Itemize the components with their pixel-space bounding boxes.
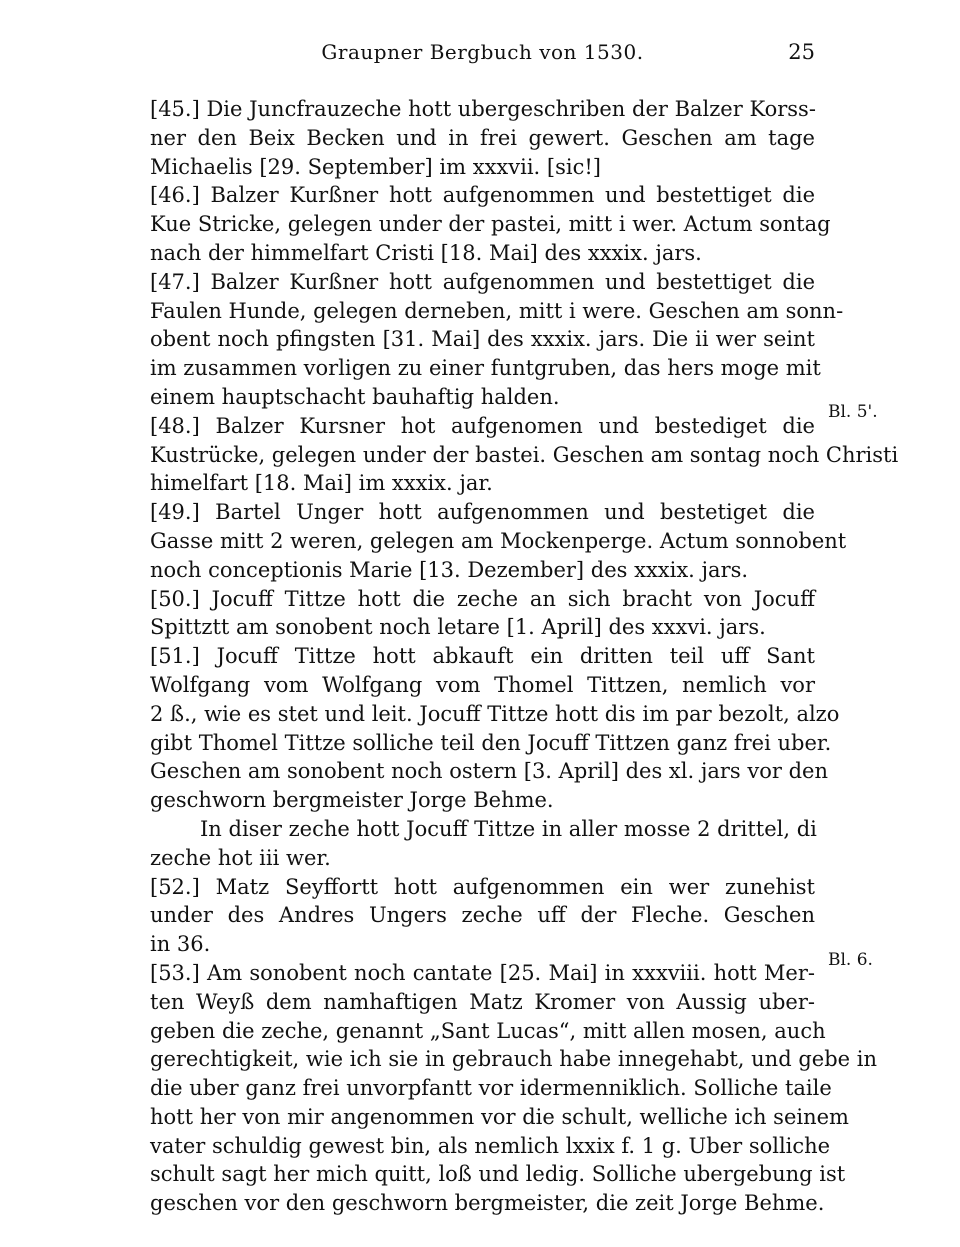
text-line: Wolfgang vom Wolfgang vom Thomel Tittzen, nemlich vor (150, 672, 815, 697)
text-line: [45.] Die Juncfrauzeche hott ubergeschriben der Balzer Korss- (150, 97, 816, 121)
text-line: einem hauptschacht bauhaftig halden. (150, 384, 560, 409)
text-line: nach der himmelfart Cristi [18. Mai] des xxxix. jars. (150, 240, 702, 265)
text-line: Michaelis [29. September] im xxxvii. [sic!] (150, 154, 601, 179)
text-line: 2 ß., wie es stet und leit. Jocuff Tittze hott dis im par bezolt, alzo (150, 701, 840, 726)
text-line: himelfart [18. Mai] im xxxix. jar. (150, 471, 493, 496)
text-line: [50.] Jocuff Tittze hott die zeche an sich bracht von Jocuff (150, 586, 815, 611)
text-line: vater schuldig gewest bin, als nemlich lxxix f. 1 g. Uber solliche (150, 1133, 831, 1158)
text-line: Kue Stricke, gelegen under der pastei, mitt i wer. Actum sontag (150, 212, 831, 237)
running-head (150, 40, 815, 76)
text-line: noch conceptionis Marie [13. Dezember] des xxxix. jars. (150, 557, 749, 582)
text-line: under des Andres Ungers zeche uff der Fleche. Geschen (150, 903, 815, 928)
text-line: [51.] Jocuff Tittze hott abkauft ein dritten teil uff Sant (150, 644, 815, 669)
text-line: Faulen Hunde, gelegen derneben, mitt i were. Geschen am sonn- (150, 298, 844, 323)
text-line: gibt Thomel Tittze solliche teil den Jocuff Tittzen ganz frei uber. (150, 730, 832, 755)
text-line: geschen vor den geschworn bergmeister, die zeit Jorge Behme. (150, 1191, 825, 1216)
text-line: [46.] Balzer Kurßner hott aufgenommen und bestettiget die (150, 183, 815, 208)
text-line: obent noch pfingsten [31. Mai] des xxxix. jars. Die ii wer seint (150, 327, 815, 352)
text-line: [48.] Balzer Kursner hot aufgenomen und bestediget die (150, 413, 815, 438)
text-line: zeche hot iii wer. (150, 845, 331, 870)
margin-note-folio: Bl. 5'. (828, 402, 878, 422)
page-header-title: Graupner Bergbuch von 1530. (321, 40, 644, 64)
margin-note-folio: Bl. 6. (828, 950, 873, 970)
page-number: 25 (788, 40, 815, 64)
text-line: im zusammen vorligen zu einer funtgruben, das hers moge mit (150, 356, 821, 381)
text-line: In diser zeche hott Jocuff Tittze in aller mosse 2 drittel, di (200, 816, 817, 841)
text-line: Gasse mitt 2 weren, gelegen am Mockenperge. Actum sonnobent (150, 528, 847, 553)
text-line: Geschen am sonobent noch ostern [3. April] des xl. jars vor den (150, 759, 828, 784)
text-line: ner den Beix Becken und in frei gewert. Geschen am tage (150, 125, 815, 150)
text-line: in 36. (150, 932, 211, 957)
text-line: ten Weyß dem namhaftigen Matz Kromer von Aussig uber- (150, 989, 815, 1014)
text-line: [47.] Balzer Kurßner hott aufgenommen und bestettiget die (150, 269, 815, 294)
text-line: geben die zeche, genannt „Sant Lucas“, mitt allen mosen, auch (150, 1018, 826, 1043)
text-line: Kustrücke, gelegen under der bastei. Geschen am sontag noch Christi (150, 442, 899, 467)
text-line: geschworn bergmeister Jorge Behme. (150, 788, 554, 813)
text-line: gerechtigkeit, wie ich sie in gebrauch habe innegehabt, und gebe in (150, 1047, 877, 1072)
text-line: die uber ganz frei unvorpfantt vor idermenniklich. Solliche taile (150, 1076, 832, 1101)
text-line: Spittztt am sonobent noch letare [1. April] des xxxvi. jars. (150, 615, 766, 640)
text-line: [53.] Am sonobent noch cantate [25. Mai] in xxxviii. hott Mer- (150, 960, 815, 985)
text-line: [52.] Matz Seyffortt hott aufgenommen ein wer zunehist (150, 874, 815, 899)
text-line: [49.] Bartel Unger hott aufgenommen und bestetiget die (150, 500, 815, 525)
text-line: schult sagt her mich quitt, loß und ledig. Solliche ubergebung ist (150, 1162, 846, 1187)
text-line: hott her von mir angenommen vor die schult, welliche ich seinem (150, 1104, 849, 1129)
